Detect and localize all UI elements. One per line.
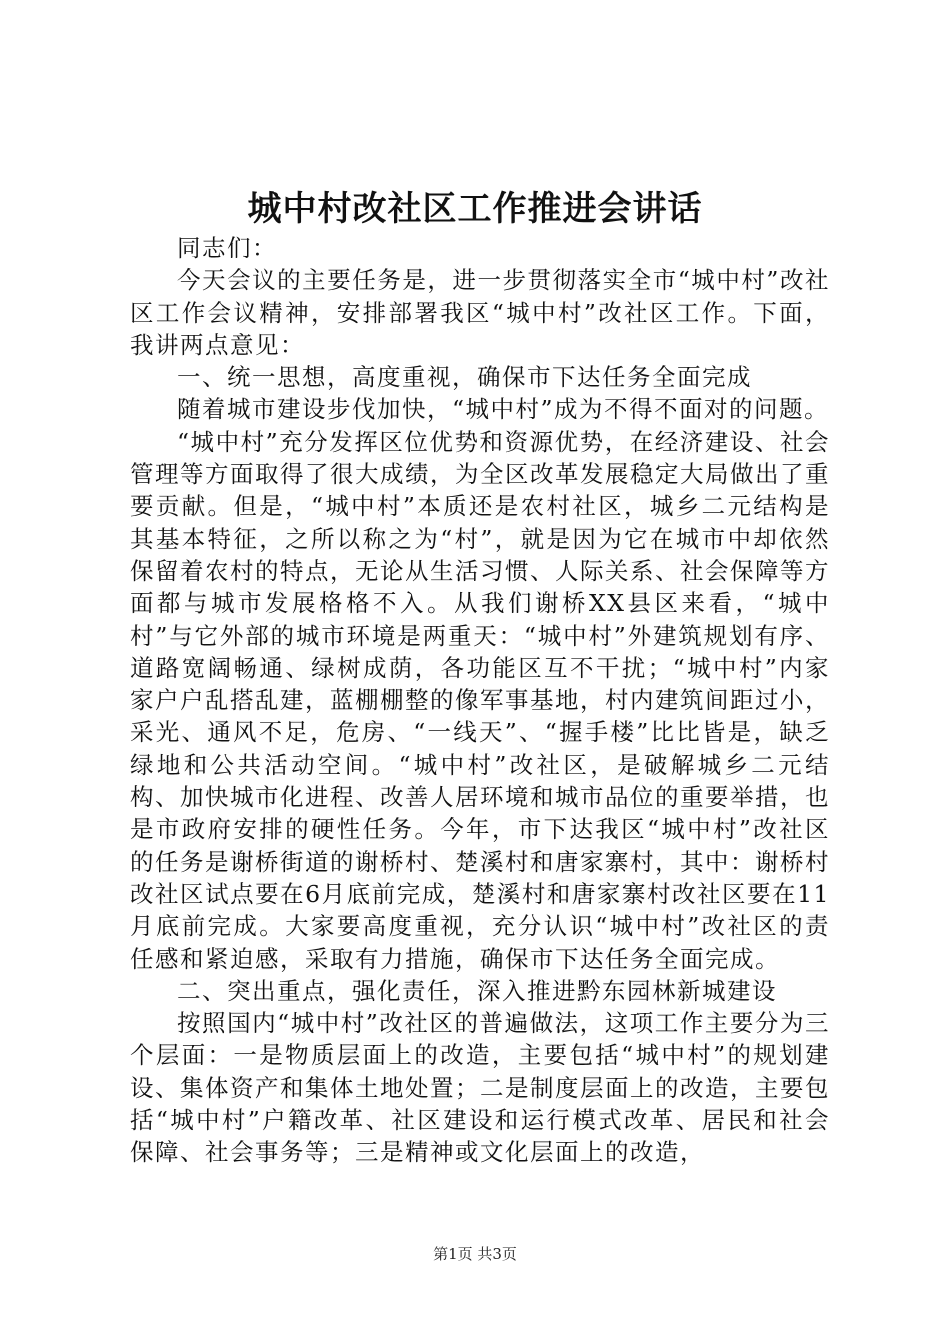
document-title: 城中村改社区工作推进会讲话 xyxy=(247,189,703,229)
document-body xyxy=(130,232,830,1169)
page-number-footer: 第1页 共3页 xyxy=(433,1245,517,1263)
paragraph-section-one-lead: 随着城市建设步伐加快，“城中村”成为不得不面对的问题。 xyxy=(177,395,830,424)
paragraph-salutation: 同志们： xyxy=(177,234,277,262)
paragraph-section-two-body: 按照国内“城中村”改社区的普遍做法，这项工作主要分为三个层面：一是物质层面上的改造，主要包括“城中村”的规划建设、集体资产和集体土地处置；二是制度层面上的改造，主要包括“城中村”户籍改革、社区建设和运行模式改革、居民和社会保障、社会事务等；三是精神或文化层面上的改造， xyxy=(130,1009,830,1167)
heading-section-two: 二、突出重点，强化责任，深入推进黔东园林新城建设 xyxy=(177,976,777,1005)
paragraph-section-one-body: “城中村”充分发挥区位优势和资源优势，在经济建设、社会管理等方面取得了很大成绩，为全区改革发展稳定大局做出了重要贡献。但是，“城中村”本质还是农村社区，城乡二元结构是其基本特征，之所以称之为“村”，就是因为它在城市中却依然保留着农村的特点，无论从生活习惯、人际关系、社会保障等方面都与城市发展格格不入。从我们谢桥XX县区来看，“城中村”与它外部的城市环境是两重天：“城中村”外建筑规划有序、道路宽阔畅通、绿树成荫，各功能区互不干扰；“城中村”内家家户户乱搭乱建，蓝棚棚整的像军事基地，村内建筑间距过小，采光、通风不足，危房、“一线天”、“握手楼”比比皆是，缺乏绿地和公共活动空间。“城中村”改社区，是破解城乡二元结构、加快城市化进程、改善人居环境和城市品位的重要举措，也是市政府安排的硬性任务。今年，市下达我区“城中村”改社区的任务是谢桥街道的谢桥村、楚溪村和唐家寨村，其中：谢桥村改社区试点要在6月底前完成，楚溪村和唐家寨村改社区要在11月底前完成。大家要高度重视，充分认识“城中村”改社区的责任感和紧迫感，采取有力措施，确保市下达任务全面完成。 xyxy=(130,427,830,973)
paragraph-intro: 今天会议的主要任务是，进一步贯彻落实全市“城中村”改社区工作会议精神，安排部署我区“城中村”改社区工作。下面，我讲两点意见： xyxy=(130,266,830,359)
heading-section-one: 一、统一思想，高度重视，确保市下达任务全面完成 xyxy=(177,363,752,392)
